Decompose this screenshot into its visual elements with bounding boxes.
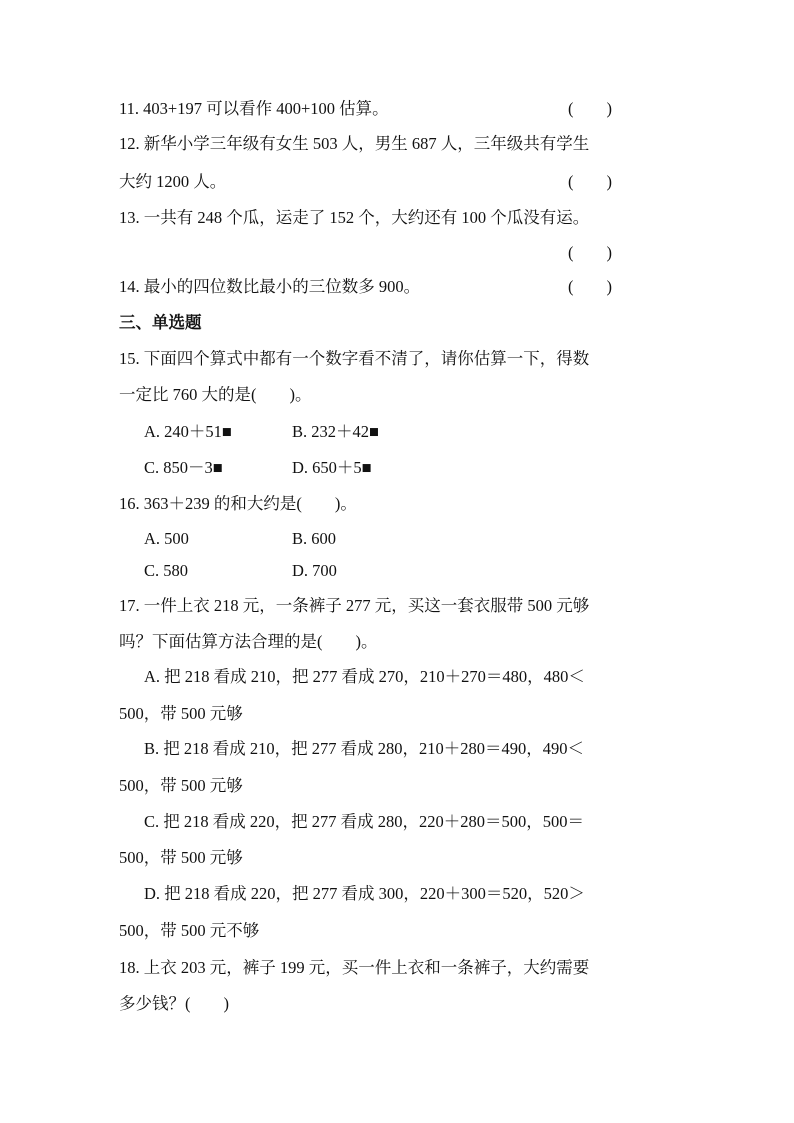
question-17-option-a-line2: 500，带 500 元够	[119, 704, 243, 723]
question-16: 16. 363＋239 的和大约是( )。	[119, 494, 357, 513]
question-17-option-d-line1: D. 把 218 看成 220，把 277 看成 300，220＋300＝520，520＞	[144, 884, 585, 903]
question-18-line1: 18. 上衣 203 元，裤子 199 元，买一件上衣和一条裤子，大约需要	[119, 958, 590, 977]
question-15-option-a: A. 240＋51■	[144, 422, 232, 441]
question-18-line2: 多少钱？( )	[119, 994, 229, 1013]
question-16-option-a: A. 500	[144, 529, 189, 548]
answer-blank-11: ( )	[568, 99, 612, 118]
section-heading: 三、单选题	[119, 313, 202, 332]
question-12-line1: 12. 新华小学三年级有女生 503 人，男生 687 人，三年级共有学生	[119, 134, 590, 153]
question-17-option-c-line2: 500，带 500 元够	[119, 848, 243, 867]
question-15-option-c: C. 850－3■	[144, 458, 223, 477]
question-16-option-b: B. 600	[292, 529, 337, 548]
question-17-line2: 吗？下面估算方法合理的是( )。	[119, 632, 378, 651]
answer-blank-12: ( )	[568, 172, 612, 191]
answer-blank-13: ( )	[568, 243, 612, 262]
question-11: 11. 403+197 可以看作 400+100 估算。	[119, 99, 389, 118]
question-14: 14. 最小的四位数比最小的三位数多 900。	[119, 277, 421, 296]
question-17-option-a-line1: A. 把 218 看成 210，把 277 看成 270，210＋270＝480，480＜	[144, 667, 585, 686]
question-17-line1: 17. 一件上衣 218 元，一条裤子 277 元，买这一套衣服带 500 元够	[119, 596, 590, 615]
question-17-option-c-line1: C. 把 218 看成 220，把 277 看成 280，220＋280＝500，500＝	[144, 812, 585, 831]
question-17-option-d-line2: 500，带 500 元不够	[119, 921, 260, 940]
question-15-option-b: B. 232＋42■	[292, 422, 379, 441]
question-15-line2: 一定比 760 大的是( )。	[119, 385, 312, 404]
question-17-option-b-line2: 500，带 500 元够	[119, 776, 243, 795]
question-16-option-c: C. 580	[144, 561, 189, 580]
question-17-option-b-line1: B. 把 218 看成 210，把 277 看成 280，210＋280＝490，490＜	[144, 739, 585, 758]
question-15-option-d: D. 650＋5■	[292, 458, 372, 477]
answer-blank-14: ( )	[568, 277, 612, 296]
question-16-option-d: D. 700	[292, 561, 337, 580]
question-15-line1: 15. 下面四个算式中都有一个数字看不清了，请你估算一下，得数	[119, 349, 590, 368]
question-13-line1: 13. 一共有 248 个瓜，运走了 152 个，大约还有 100 个瓜没有运。	[119, 208, 590, 227]
question-12-line2: 大约 1200 人。	[119, 172, 227, 191]
